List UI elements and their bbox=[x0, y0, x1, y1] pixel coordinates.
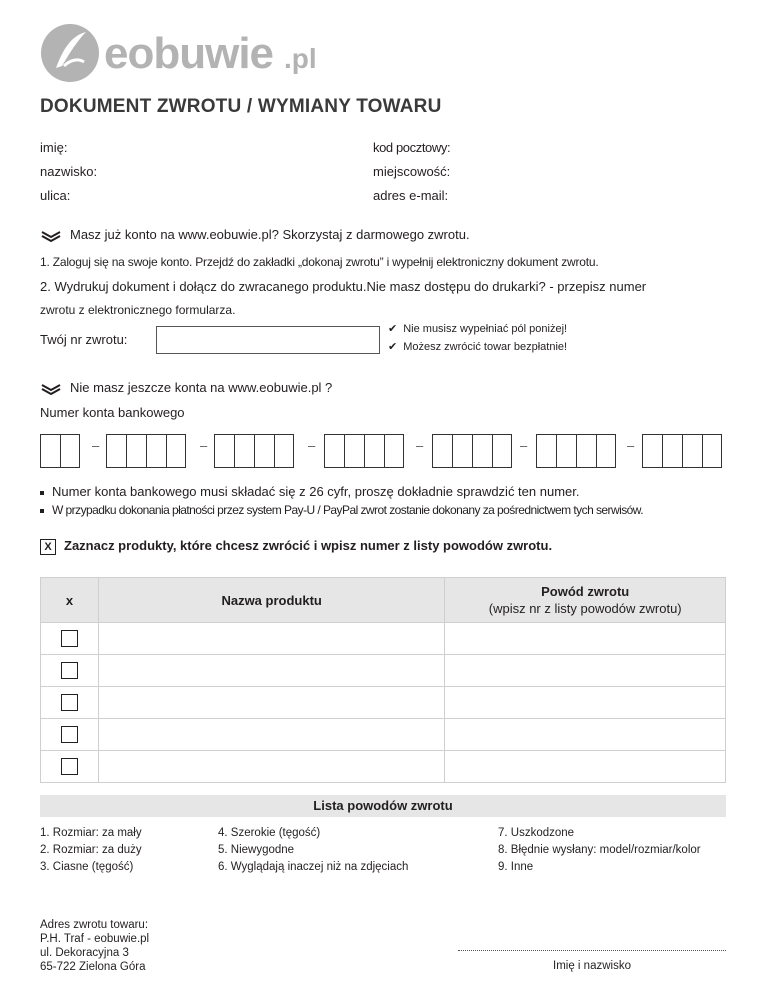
products-instruction-text: Zaznacz produkty, które chcesz zwrócić i wpisz numer z listy powodów zwrotu. bbox=[64, 538, 553, 553]
reason-header-title: Powód zwrotu bbox=[541, 584, 630, 599]
field-city-label: miejscowość: bbox=[373, 164, 451, 179]
note-2 bbox=[388, 340, 567, 353]
no-account-heading-text: Nie masz jeszcze konta na www.eobuwie.pl ? bbox=[70, 380, 333, 395]
product-name-cell[interactable] bbox=[98, 751, 444, 783]
account-step-2-line-1: 2. Wydrukuj dokument i dołącz do zwracanego produktu.Nie masz dostępu do drukarki? - przepisz numer bbox=[40, 279, 647, 294]
bank-digit-box[interactable] bbox=[60, 434, 80, 468]
no-account-heading bbox=[40, 380, 332, 395]
reason-header-subtitle: (wpisz nr z listy powodów zwrotu) bbox=[488, 601, 682, 616]
field-email-label: adres e-mail: bbox=[373, 188, 449, 203]
bullet-icon bbox=[40, 491, 44, 495]
reasons-column-1 bbox=[40, 825, 142, 876]
return-number-input[interactable] bbox=[156, 326, 380, 354]
reason-item: 8. Błędnie wysłany: model/rozmiar/kolor bbox=[498, 844, 701, 856]
reason-item: 7. Uszkodzone bbox=[498, 827, 575, 839]
bank-note-2 bbox=[40, 503, 643, 517]
product-checkbox[interactable] bbox=[61, 630, 78, 647]
bank-digit-box[interactable] bbox=[492, 434, 512, 468]
field-street-label: ulica: bbox=[40, 188, 71, 203]
bank-digit-box[interactable] bbox=[702, 434, 722, 468]
signature-label: Imię i nazwisko bbox=[553, 960, 631, 972]
bank-digit-box[interactable] bbox=[452, 434, 472, 468]
bank-digit-box[interactable] bbox=[556, 434, 576, 468]
table-row bbox=[41, 751, 726, 783]
field-surname-label: nazwisko: bbox=[40, 164, 98, 179]
bank-digit-group[interactable] bbox=[106, 434, 186, 468]
table-row bbox=[41, 719, 726, 751]
field-postal-label: kod pocztowy: bbox=[373, 140, 451, 155]
document-title: DOKUMENT ZWROTU / WYMIANY TOWARU bbox=[40, 96, 442, 117]
address-line: ul. Dekoracyjna 3 bbox=[40, 947, 129, 959]
product-checkbox[interactable] bbox=[61, 758, 78, 775]
bank-digit-box[interactable] bbox=[234, 434, 254, 468]
reason-item: 4. Szerokie (tęgość) bbox=[218, 827, 321, 839]
bank-digit-box[interactable] bbox=[214, 434, 234, 468]
column-header-product-name: Nazwa produktu bbox=[98, 578, 444, 623]
bank-digit-box[interactable] bbox=[274, 434, 294, 468]
bank-account-label: Numer konta bankowego bbox=[40, 405, 185, 420]
logo-suffix: .pl bbox=[284, 43, 317, 74]
return-address bbox=[40, 918, 149, 974]
bank-digit-group[interactable] bbox=[642, 434, 722, 468]
bank-digit-box[interactable] bbox=[536, 434, 556, 468]
reason-cell[interactable] bbox=[445, 623, 726, 655]
bank-digit-box[interactable] bbox=[384, 434, 404, 468]
bank-note-1 bbox=[40, 484, 579, 499]
column-header-reason bbox=[445, 578, 726, 623]
table-row bbox=[41, 655, 726, 687]
address-line: 65-722 Zielona Góra bbox=[40, 961, 146, 973]
reason-item: 3. Ciasne (tęgość) bbox=[40, 861, 134, 873]
table-row bbox=[41, 687, 726, 719]
bank-separator: – bbox=[200, 438, 208, 453]
bank-digit-group[interactable] bbox=[536, 434, 616, 468]
reasons-column-2 bbox=[218, 825, 408, 876]
account-heading bbox=[40, 227, 470, 242]
eobuwie-logo bbox=[40, 22, 340, 84]
double-chevron-icon bbox=[40, 230, 62, 242]
account-heading-text: Masz już konto na www.eobuwie.pl? Skorzystaj z darmowego zwrotu. bbox=[70, 227, 470, 242]
bank-note-2-text: W przypadku dokonania płatności przez system Pay-U / PayPal zwrot zostanie dokonany za pośrednictwem tych serwisów. bbox=[52, 503, 644, 517]
bank-separator: – bbox=[92, 438, 100, 453]
reason-item: 1. Rozmiar: za mały bbox=[40, 827, 142, 839]
product-name-cell[interactable] bbox=[98, 655, 444, 687]
bank-digit-group[interactable] bbox=[432, 434, 512, 468]
column-header-x: x bbox=[41, 578, 99, 623]
reason-item: 5. Niewygodne bbox=[218, 844, 295, 856]
address-line: Adres zwrotu towaru: bbox=[40, 919, 149, 931]
field-name-label: imię: bbox=[40, 140, 68, 155]
table-header-row bbox=[41, 578, 726, 623]
bank-digit-box[interactable] bbox=[166, 434, 186, 468]
note-2-text: Możesz zwrócić towar bezpłatnie! bbox=[403, 341, 568, 353]
product-name-cell[interactable] bbox=[98, 623, 444, 655]
table-row bbox=[41, 623, 726, 655]
bank-note-1-text: Numer konta bankowego musi składać się z 26 cyfr, proszę dokładnie sprawdzić ten numer. bbox=[52, 484, 580, 499]
bank-digit-group[interactable] bbox=[40, 434, 80, 468]
bank-digit-box[interactable] bbox=[106, 434, 126, 468]
product-checkbox[interactable] bbox=[61, 726, 78, 743]
bullet-icon bbox=[40, 509, 44, 513]
product-checkbox[interactable] bbox=[61, 694, 78, 711]
bank-digit-box[interactable] bbox=[126, 434, 146, 468]
bank-digit-box[interactable] bbox=[432, 434, 452, 468]
product-name-cell[interactable] bbox=[98, 719, 444, 751]
logo-text: eobuwie bbox=[104, 29, 274, 78]
note-1-text: Nie musisz wypełniać pól poniżej! bbox=[403, 323, 568, 335]
bank-digit-group[interactable] bbox=[214, 434, 294, 468]
bank-separator: – bbox=[520, 438, 528, 453]
bank-separator: – bbox=[627, 438, 635, 453]
reasons-title: Lista powodów zwrotu bbox=[40, 795, 726, 817]
account-step-2-line-2: zwrotu z elektronicznego formularza. bbox=[40, 303, 236, 317]
bank-separator: – bbox=[308, 438, 316, 453]
bank-separator: – bbox=[416, 438, 424, 453]
checkmark-icon: ✔ bbox=[388, 341, 398, 353]
bank-digit-box[interactable] bbox=[324, 434, 344, 468]
reason-cell[interactable] bbox=[445, 655, 726, 687]
bank-digit-box[interactable] bbox=[662, 434, 682, 468]
signature-line[interactable] bbox=[458, 950, 726, 951]
double-chevron-icon bbox=[40, 383, 62, 395]
bank-digit-box[interactable] bbox=[682, 434, 702, 468]
logo-graphic bbox=[40, 22, 340, 84]
reason-item: 9. Inne bbox=[498, 861, 534, 873]
note-1 bbox=[388, 322, 567, 335]
bank-digit-box[interactable] bbox=[642, 434, 662, 468]
reason-cell[interactable] bbox=[445, 719, 726, 751]
bank-digit-group[interactable] bbox=[324, 434, 404, 468]
products-table bbox=[40, 577, 726, 783]
product-checkbox[interactable] bbox=[61, 662, 78, 679]
return-number-label: Twój nr zwrotu: bbox=[40, 332, 128, 347]
bank-digit-box[interactable] bbox=[146, 434, 166, 468]
products-instruction bbox=[40, 538, 552, 555]
x-mark-icon: X bbox=[40, 539, 56, 555]
bank-digit-box[interactable] bbox=[596, 434, 616, 468]
bank-digit-box[interactable] bbox=[344, 434, 364, 468]
account-step-1: 1. Zaloguj się na swoje konto. Przejdź do zakładki „dokonaj zwrotu” i wypełnij elektroniczny dokument zwrotu. bbox=[40, 255, 599, 269]
reason-item: 6. Wyglądają inaczej niż na zdjęciach bbox=[218, 861, 409, 873]
reasons-column-3 bbox=[498, 825, 701, 876]
bank-digit-box[interactable] bbox=[40, 434, 60, 468]
bank-digit-box[interactable] bbox=[254, 434, 274, 468]
reason-cell[interactable] bbox=[445, 751, 726, 783]
reason-item: 2. Rozmiar: za duży bbox=[40, 844, 142, 856]
bank-digit-box[interactable] bbox=[472, 434, 492, 468]
bank-digit-box[interactable] bbox=[364, 434, 384, 468]
address-line: P.H. Traf - eobuwie.pl bbox=[40, 933, 150, 945]
reason-cell[interactable] bbox=[445, 687, 726, 719]
product-name-cell[interactable] bbox=[98, 687, 444, 719]
bank-digit-box[interactable] bbox=[576, 434, 596, 468]
checkmark-icon: ✔ bbox=[388, 323, 398, 335]
